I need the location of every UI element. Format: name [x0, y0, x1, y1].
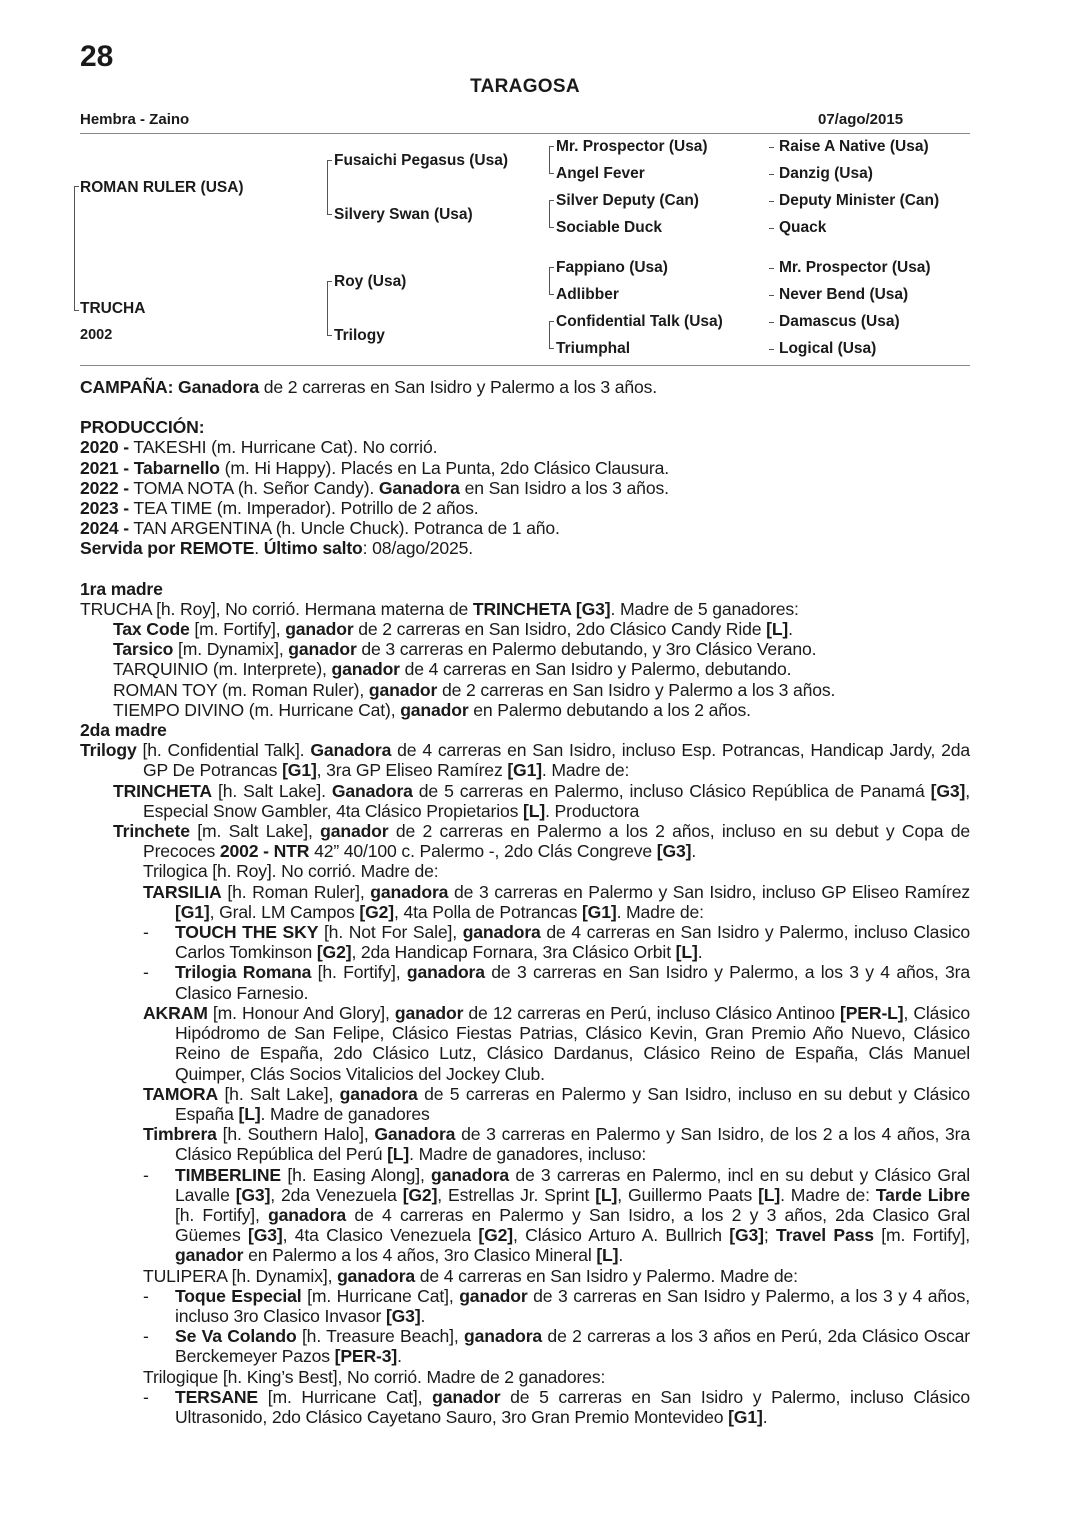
- second-dam-intro: Trilogy [h. Confidential Talk]. Ganadora de 4 carreras en San Isidro, incluso Esp. Potrancas, Handicap Jardy, 2da GP De Potrancas [G1], 3ra GP Eliseo Ramírez [G1]. Madre de:: [80, 740, 970, 781]
- offspring-line: Trinchete [m. Salt Lake], ganador de 2 carreras en Palermo a los 2 años, incluso en su debut y Copa de Precoces 2002 - NTR 42” 40/100 c. Palermo -, 2do Clás Congreve [G3].: [113, 821, 971, 862]
- service-line: Servida por REMOTE. Último salto: 08/ago/2025.: [80, 538, 474, 559]
- offspring-line: - TIMBERLINE [h. Easing Along], ganadora de 3 carreras en Palermo, incl en su debut y Clásico Gral Lavalle [G3], 2da Venezuela [G2], Estrellas Jr. Sprint [L], Guillermo Paats [L]. Madre de: Tarde Libre [h. Fortify], ganadora de 4 carreras en Palermo y San Isidro, a los 2 y 3 años, 2da Clasico Gral Güemes [G3], 4ta Clasico Venezuela [G2], Clásico Arturo A. Bullrich [G3]; Travel Pass [m. Fortify], ganador en Palermo a los 4 años, 3ro Clasico Mineral [L].: [143, 1164, 971, 1266]
- gen4-7: Logical (Usa): [779, 340, 877, 357]
- gen3-5: Adlibber: [556, 286, 619, 303]
- offspring-line: Trilogique [h. King’s Best], No corrió. Madre de 2 ganadores:: [143, 1366, 606, 1387]
- production-item: 2023 - TEA TIME (m. Imperador). Potrillo de 2 años.: [80, 498, 479, 519]
- first-dam-intro: TRUCHA [h. Roy], No corrió. Hermana materna de TRINCHETA [G3]. Madre de 5 ganadores:: [80, 598, 799, 619]
- gen4-1: Danzig (Usa): [779, 165, 873, 182]
- offspring-line: Tarsico [m. Dynamix], ganador de 3 carreras en Palermo debutando, y 3ro Clásico Verano.: [113, 639, 817, 660]
- gen2-2: Roy (Usa): [334, 273, 407, 290]
- production-item: 2024 - TAN ARGENTINA (h. Uncle Chuck). Potranca de 1 año.: [80, 518, 560, 539]
- gen4-3: Quack: [779, 219, 827, 236]
- production-item: 2021 - Tabarnello (m. Hi Happy). Placés en La Punta, 2do Clásico Clausura.: [80, 457, 670, 478]
- gen2-1: Silvery Swan (Usa): [334, 206, 473, 223]
- offspring-line: - TERSANE [m. Hurricane Cat], ganador de 5 carreras en San Isidro y Palermo, incluso Clásico Ultrasonido, 2do Clásico Cayetano Sauro, 3ro Gran Premio Montevideo [G1].: [143, 1386, 970, 1427]
- sire-name: ROMAN RULER (USA): [80, 179, 244, 196]
- offspring-line: - Trilogia Romana [h. Fortify], ganadora de 3 carreras en San Isidro y Palermo, a los 3 y 4 años, 3ra Clasico Farnesio.: [143, 962, 971, 1003]
- dam-year: 2002: [80, 327, 113, 343]
- offspring-line: - TOUCH THE SKY [h. Not For Sale], ganadora de 4 carreras en San Isidro y Palermo, incluso Clasico Carlos Tomkinson [G2], 2da Handicap Fornara, 3ra Clásico Orbit [L].: [143, 922, 971, 963]
- offspring-line: TARQUINIO (m. Interprete), ganador de 4 carreras en San Isidro y Palermo, debutando.: [113, 659, 792, 680]
- offspring-line: AKRAM [m. Honour And Glory], ganador de 12 carreras en Perú, incluso Clásico Antinoo [PER-L], Clásico Hipódromo de San Felipe, Clásico Fiestas Patrias, Clásico Kevin, Gran Premio Año Nuevo, Clásico Reino de España, 2do Clásico Lutz, Clásico Dardanus, Clásico Reino de España, Clás Manuel Quimper, Clás Socios Vitalicios del Jockey Club.: [143, 1002, 970, 1084]
- campaign-line: CAMPAÑA: Ganadora de 2 carreras en San Isidro y Palermo a los 3 años.: [80, 377, 658, 397]
- offspring-line: Trilogica [h. Roy]. No corrió. Madre de:: [143, 861, 439, 882]
- gen3-6: Confidential Talk (Usa): [556, 313, 723, 330]
- gen3-1: Angel Fever: [556, 165, 645, 182]
- page-number: 28: [80, 40, 114, 73]
- horse-name: TARAGOSA: [470, 76, 580, 97]
- gen4-2: Deputy Minister (Can): [779, 192, 940, 209]
- pedigree-bottom-rule: [80, 365, 970, 366]
- offspring-line: TIEMPO DIVINO (m. Hurricane Cat), ganador en Palermo debutando a los 2 años.: [113, 699, 751, 720]
- production-title: PRODUCCIÓN:: [80, 417, 205, 438]
- offspring-line: TAMORA [h. Salt Lake], ganadora de 5 carreras en Palermo y San Isidro, incluso en su debut y Clásico España [L]. Madre de ganadores: [143, 1083, 970, 1124]
- offspring-line: ROMAN TOY (m. Roman Ruler), ganador de 2 carreras en San Isidro y Palermo a los 3 años.: [113, 679, 836, 700]
- pedigree-top-rule: [80, 133, 970, 134]
- dam-name: TRUCHA: [80, 300, 146, 317]
- gen1-bracket: [74, 186, 75, 311]
- offspring-line: TULIPERA [h. Dynamix], ganadora de 4 carreras en San Isidro y Palermo. Madre de:: [143, 1265, 798, 1286]
- offspring-line: TRINCHETA [h. Salt Lake]. Ganadora de 5 carreras en Palermo, incluso Clásico República de Panamá [G3], Especial Snow Gambler, 4ta Clásico Propietarios [L]. Productora: [113, 780, 970, 821]
- gen4-6: Damascus (Usa): [779, 313, 900, 330]
- first-dam-title: 1ra madre: [80, 578, 163, 599]
- gen4-4: Mr. Prospector (Usa): [779, 259, 931, 276]
- offspring-line: Tax Code [m. Fortify], ganador de 2 carreras en San Isidro, 2do Clásico Candy Ride [L].: [113, 619, 793, 640]
- production-item: 2020 - TAKESHI (m. Hurricane Cat). No corrió.: [80, 437, 438, 458]
- offspring-line: Timbrera [h. Southern Halo], Ganadora de 3 carreras en Palermo y San Isidro, de los 2 a los 4 años, 3ra Clásico República del Perú [L]. Madre de ganadores, incluso:: [143, 1124, 970, 1165]
- gen4-5: Never Bend (Usa): [779, 286, 909, 303]
- gen3-3: Sociable Duck: [556, 219, 662, 236]
- offspring-line: TARSILIA [h. Roman Ruler], ganadora de 3 carreras en Palermo y San Isidro, incluso GP Eliseo Ramírez [G1], Gral. LM Campos [G2], 4ta Polla de Potrancas [G1]. Madre de:: [143, 881, 970, 922]
- gen3-7: Triumphal: [556, 340, 631, 357]
- gen2-3: Trilogy: [334, 327, 385, 344]
- gen3-2: Silver Deputy (Can): [556, 192, 699, 209]
- birth-date: 07/ago/2015: [818, 111, 904, 128]
- production-item: 2022 - TOMA NOTA (h. Señor Candy). Ganadora en San Isidro a los 3 años.: [80, 477, 669, 498]
- offspring-line: - Toque Especial [m. Hurricane Cat], ganador de 3 carreras en San Isidro y Palermo, a los 3 y 4 años, incluso 3ro Clasico Invasor [G3].: [143, 1285, 971, 1326]
- offspring-line: - Se Va Colando [h. Treasure Beach], ganadora de 2 carreras a los 3 años en Perú, 2da Clásico Oscar Berckemeyer Pazos [PER-3].: [143, 1326, 971, 1367]
- pedigree-body: [80, 377, 970, 1427]
- gen3-4: Fappiano (Usa): [556, 259, 668, 276]
- gen3-0: Mr. Prospector (Usa): [556, 138, 708, 155]
- gen2-0: Fusaichi Pegasus (Usa): [334, 152, 509, 169]
- second-dam-title: 2da madre: [80, 720, 167, 741]
- gen4-0: Raise A Native (Usa): [779, 138, 929, 155]
- sex-color: Hembra - Zaino: [80, 111, 190, 128]
